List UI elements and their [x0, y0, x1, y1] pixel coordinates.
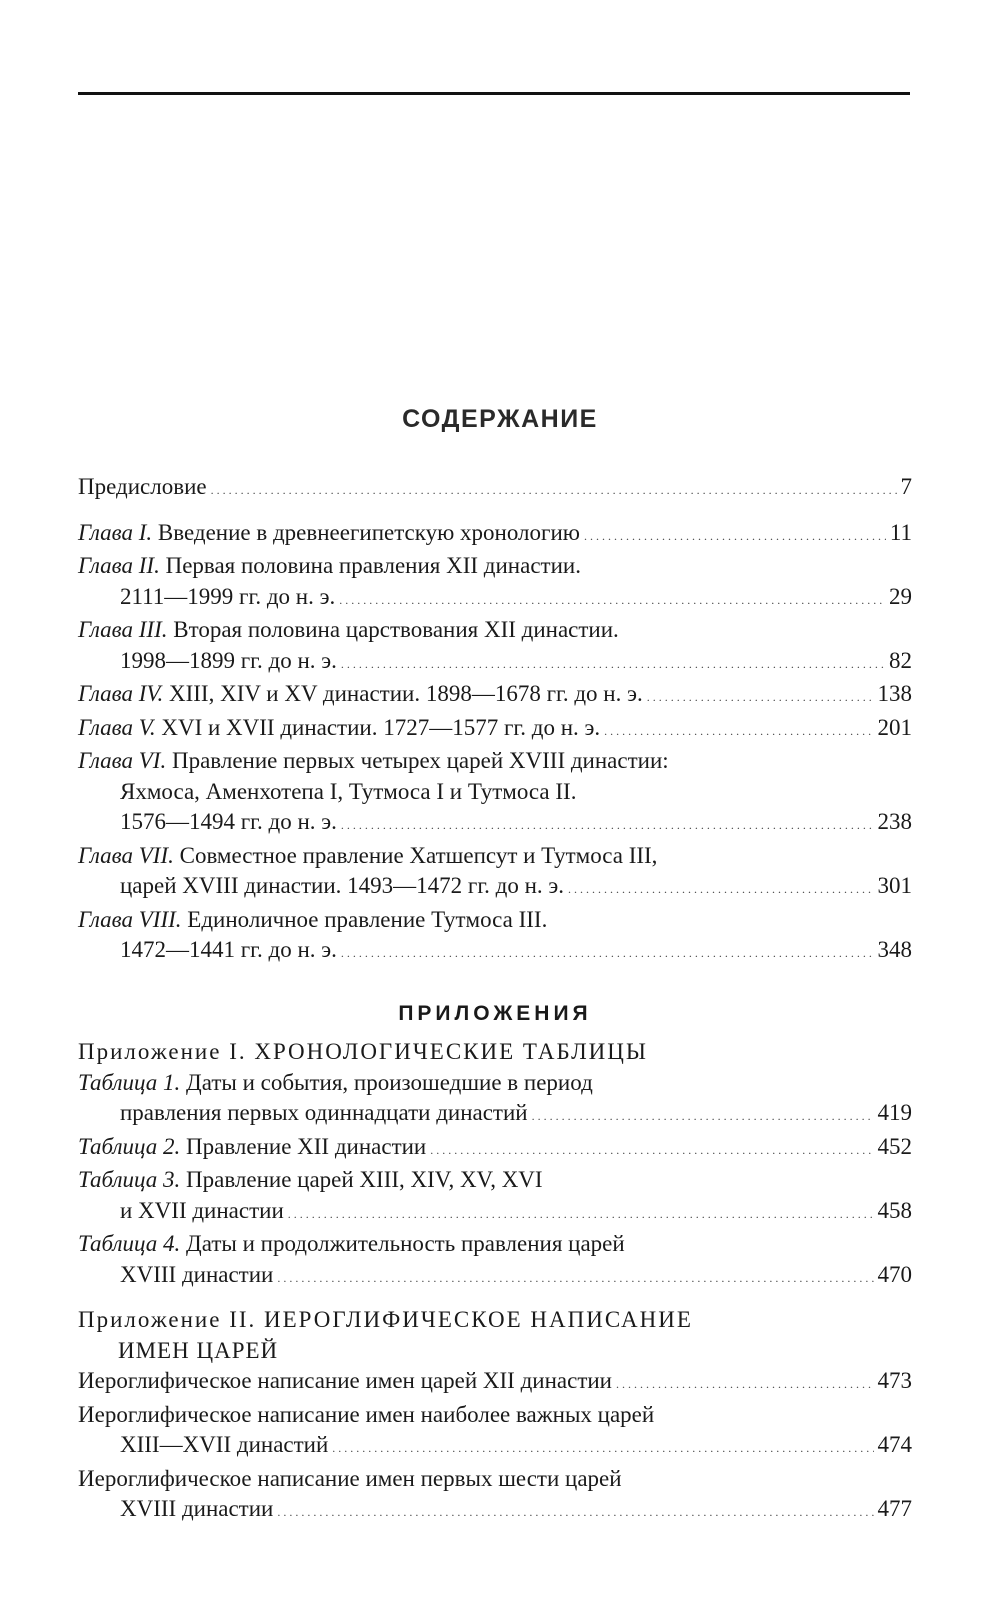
- page-number: 11: [889, 519, 912, 545]
- dot-leader: [332, 1430, 873, 1464]
- dot-leader: [277, 1260, 873, 1294]
- dot-leader: [341, 935, 874, 969]
- dot-leader: [341, 646, 885, 680]
- chapter-prefix: Глава I.: [78, 519, 153, 545]
- entry-title-line: Иероглифическое написание имен царей XII династии: [78, 1368, 612, 1393]
- table-title-line: XVIII династии: [120, 1261, 274, 1287]
- chapter-prefix: Глава IV.: [78, 681, 164, 706]
- header-rule: [78, 92, 910, 95]
- toc-entry-chapter-4[interactable]: [78, 679, 912, 713]
- toc-entry-chapter-7[interactable]: [78, 841, 912, 905]
- dot-leader: [647, 679, 874, 713]
- entry-label: Предисловие: [78, 474, 207, 499]
- chapter-prefix: Глава V.: [78, 714, 156, 740]
- page-number: 474: [877, 1432, 912, 1457]
- toc-entry-chapter-3[interactable]: [78, 615, 912, 679]
- page-number: 201: [877, 714, 912, 740]
- appendix-2-heading[interactable]: Приложение II. ИЕРОГЛИФИЧЕСКОЕ НАПИСАНИЕ ИМЕН ЦАРЕЙ: [78, 1307, 693, 1363]
- page-number: 138: [877, 681, 912, 706]
- chapter-title-line: 1998—1899 гг. до н. э.: [120, 647, 337, 673]
- chapter-title-line: царей XVIII династии. 1493—1472 гг. до н. э.: [120, 873, 565, 898]
- chapter-title-line: Введение в древнеегипетскую хронологию: [157, 519, 580, 545]
- chapter-title-line: Единоличное правление Тутмоса III.: [187, 906, 548, 932]
- chapter-prefix: Глава II.: [78, 553, 160, 578]
- chapter-title-line: Первая половина правления XII династии.: [165, 553, 581, 578]
- dot-leader: [532, 1098, 874, 1132]
- chapter-title-line: Вторая половина царствования XII династии.: [173, 617, 619, 642]
- dot-leader: [430, 1132, 873, 1166]
- chapter-title-line: XIII, XIV и XV династии. 1898—1678 гг. до н. э.: [169, 681, 643, 706]
- table-title-line: Правление XII династии: [186, 1133, 427, 1159]
- page-number: 477: [877, 1496, 912, 1521]
- dot-leader: [604, 713, 873, 747]
- toc-entry-chapter-5[interactable]: [78, 713, 912, 747]
- chapter-title-line: Правление первых четырех царей XVIII династии:: [171, 748, 669, 773]
- appendix-1-heading[interactable]: Приложение I. ХРОНОЛОГИЧЕСКИЕ ТАБЛИЦЫ: [78, 1039, 648, 1064]
- table-prefix: Таблица 4.: [78, 1231, 181, 1256]
- page-number: 452: [877, 1133, 912, 1159]
- chapter-title-line: Яхмоса, Аменхотепа I, Тутмоса I и Тутмоса II.: [120, 778, 577, 804]
- toc-entry-table-4[interactable]: [78, 1229, 912, 1293]
- chapter-title-line: 1472—1441 гг. до н. э.: [120, 937, 337, 962]
- page-number: 82: [889, 647, 912, 673]
- toc-entry-chapter-1[interactable]: [78, 518, 912, 552]
- page-number: 348: [877, 937, 912, 962]
- table-prefix: Таблица 2.: [78, 1133, 181, 1159]
- page-number: 7: [900, 474, 912, 499]
- toc-entry-table-3[interactable]: [78, 1165, 912, 1229]
- dot-leader: [288, 1196, 874, 1230]
- page-number: 238: [877, 809, 912, 834]
- table-title-line: Даты и продолжительность правления царей: [186, 1231, 625, 1256]
- table-title-line: Правление царей XIII, XIV, XV, XVI: [186, 1167, 543, 1192]
- page-number: 301: [877, 873, 912, 898]
- toc-entry-chapter-6[interactable]: [78, 746, 912, 841]
- toc-entry-hieroglyph-2[interactable]: [78, 1400, 912, 1464]
- table-prefix: Таблица 3.: [78, 1167, 181, 1192]
- dot-leader: [277, 1494, 873, 1528]
- page-number: 29: [889, 583, 912, 609]
- table-prefix: Таблица 1.: [78, 1069, 181, 1095]
- toc-entry-preface[interactable]: [78, 472, 912, 506]
- dot-leader: [584, 518, 886, 552]
- toc-entry-hieroglyph-1[interactable]: [78, 1366, 912, 1400]
- table-title-line: Даты и события, произошедшие в период: [186, 1069, 593, 1095]
- chapter-title-line: 2111—1999 гг. до н. э.: [120, 583, 336, 609]
- toc-entry-hieroglyph-3[interactable]: [78, 1464, 912, 1528]
- entry-title-line: Иероглифическое написание имен наиболее важных царей: [78, 1401, 655, 1427]
- appendices-title: ПРИЛОЖЕНИЯ: [398, 1001, 592, 1025]
- dot-leader: [339, 582, 885, 616]
- table-title-line: правления первых одиннадцати династий: [120, 1100, 528, 1125]
- toc-entry-chapter-8[interactable]: [78, 905, 912, 969]
- dot-leader: [211, 472, 897, 506]
- table-of-contents: [78, 472, 912, 1528]
- dot-leader: [341, 807, 874, 841]
- dot-leader: [568, 871, 873, 905]
- page-number: 458: [877, 1197, 912, 1223]
- page-title: СОДЕРЖАНИЕ: [402, 405, 598, 433]
- chapter-title-line: XVI и XVII династии. 1727—1577 гг. до н. э.: [161, 714, 601, 740]
- page-number: 419: [877, 1100, 912, 1125]
- page-number: 473: [877, 1368, 912, 1393]
- chapter-title-line: 1576—1494 гг. до н. э.: [120, 809, 337, 834]
- toc-entry-table-2[interactable]: [78, 1132, 912, 1166]
- toc-entry-chapter-2[interactable]: [78, 551, 912, 615]
- dot-leader: [616, 1366, 874, 1400]
- chapter-prefix: Глава VIII.: [78, 906, 182, 932]
- chapter-prefix: Глава VI.: [78, 748, 167, 773]
- chapter-prefix: Глава III.: [78, 617, 168, 642]
- chapter-title-line: Совместное правление Хатшепсут и Тутмоса III,: [179, 842, 658, 868]
- chapter-prefix: Глава VII.: [78, 842, 174, 868]
- entry-title-line: XVIII династии: [120, 1496, 274, 1521]
- entry-title-line: Иероглифическое написание имен первых шести царей: [78, 1465, 622, 1491]
- toc-entry-table-1[interactable]: [78, 1068, 912, 1132]
- entry-title-line: XIII—XVII династий: [120, 1432, 329, 1457]
- page-number: 470: [877, 1261, 912, 1287]
- table-title-line: и XVII династии: [120, 1197, 284, 1223]
